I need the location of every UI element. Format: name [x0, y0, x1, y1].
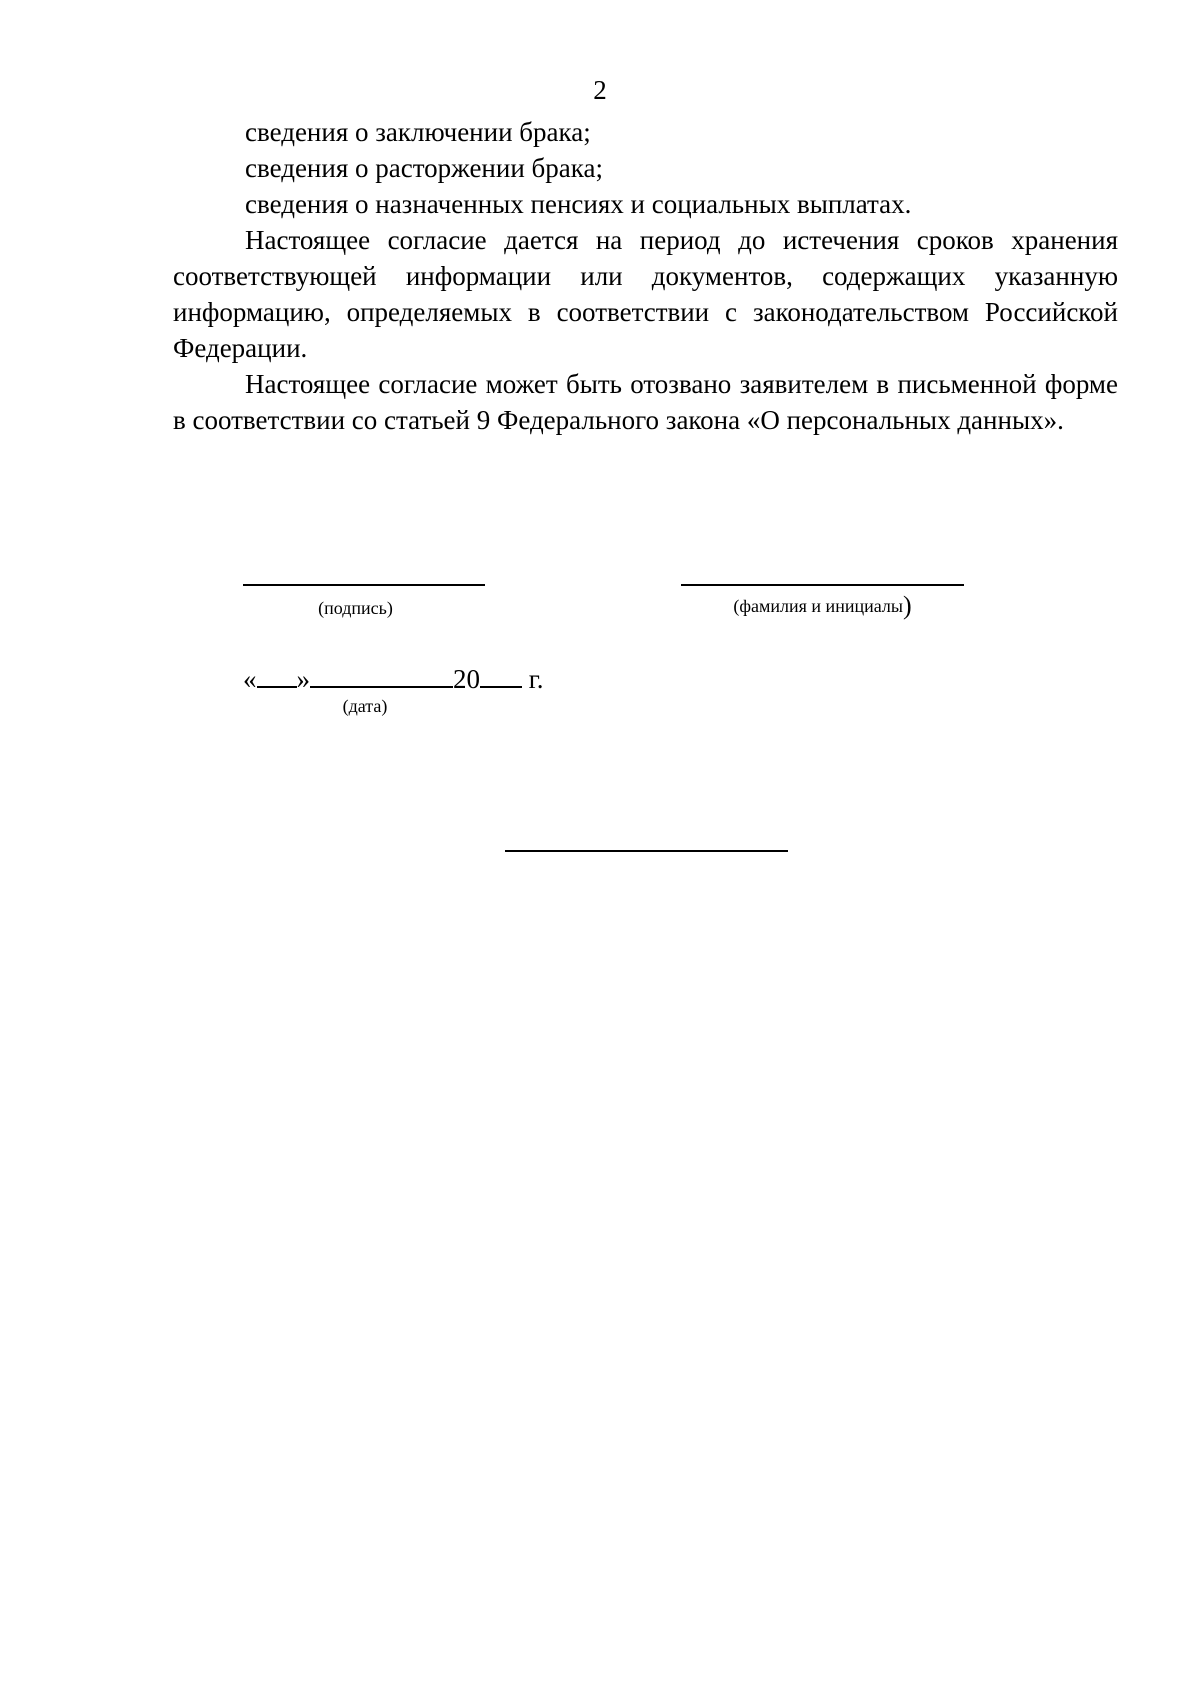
- consent-item: сведения о назначенных пенсиях и социальных выплатах.: [245, 189, 912, 219]
- date-row: [243, 661, 544, 697]
- day-blank[interactable]: [257, 664, 297, 688]
- date-close-quote: »: [296, 664, 310, 694]
- name-caption-paren: ): [902, 591, 912, 620]
- date-open-quote: «: [243, 664, 257, 694]
- year-prefix: 20: [453, 664, 480, 694]
- consent-item: сведения о заключении брака;: [245, 117, 591, 147]
- year-blank[interactable]: [480, 664, 522, 688]
- bottom-line: [505, 850, 788, 852]
- name-caption-text: (фамилия и инициалы: [733, 596, 903, 616]
- name-line[interactable]: [681, 584, 964, 586]
- name-caption: [681, 591, 964, 620]
- document-body: [173, 114, 1118, 438]
- signature-caption: (подпись): [318, 598, 393, 618]
- page-number: 2: [593, 75, 607, 105]
- year-suffix: г.: [528, 664, 544, 694]
- consent-item: сведения о расторжении брака;: [245, 153, 603, 183]
- consent-revocation-paragraph: Настоящее согласие может быть отозвано заявителем в письменной форме в соответствии со статьей 9 Федерального закона «О персональных данных».: [173, 369, 1118, 435]
- date-caption: (дата): [342, 696, 388, 716]
- signature-line[interactable]: [243, 584, 485, 586]
- consent-period-paragraph: Настоящее согласие дается на период до истечения сроков хранения соответствующей информации или документов, содержащих указанную информацию, определяемых в соответствии с законодательством Российской Федерации.: [173, 225, 1118, 363]
- month-blank[interactable]: [310, 664, 453, 688]
